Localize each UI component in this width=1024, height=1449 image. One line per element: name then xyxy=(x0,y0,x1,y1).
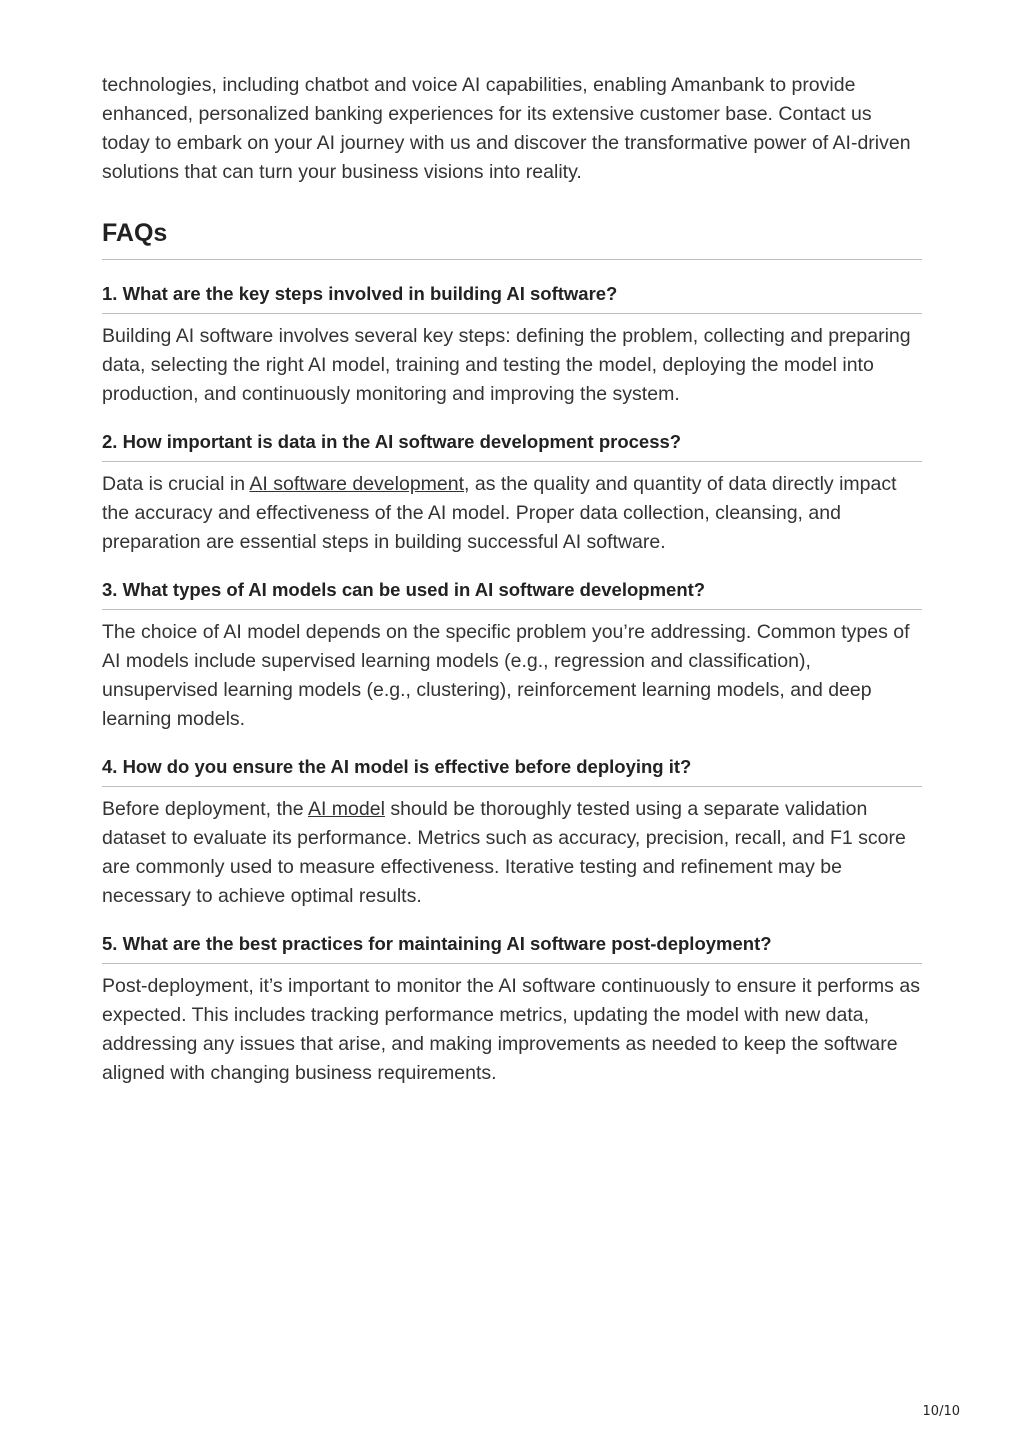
faq-answer: Post-deployment, it’s important to monitor the AI software continuously to ensure it performs as expected. This includes tracking performance metrics, updating the model with new data, addressing any issues that arise, and making improvements as needed to keep the software aligned with changing business requirements. xyxy=(102,975,920,1084)
faq-item-5 xyxy=(102,931,922,1088)
faq-question: 2. How important is data in the AI software development process? xyxy=(102,429,922,462)
faq-question: 1. What are the key steps involved in building AI software? xyxy=(102,281,922,314)
faq-question: 5. What are the best practices for maintaining AI software post-deployment? xyxy=(102,931,922,964)
faq-answer: Building AI software involves several key steps: defining the problem, collecting and preparing data, selecting the right AI model, training and testing the model, deploying the model into production, and continuously monitoring and improving the system. xyxy=(102,325,911,405)
faq-answer: The choice of AI model depends on the specific problem you’re addressing. Common types of AI models include supervised learning models (e.g., regression and classification), unsupervised learning models (e.g., clustering), reinforcement learning models, and deep learning models. xyxy=(102,621,910,730)
intro-paragraph: technologies, including chatbot and voice AI capabilities, enabling Amanbank to provide enhanced, personalized banking experiences for its extensive customer base. Contact us today to embark on your AI journey with us and discover the transformative power of AI-driven solutions that can turn your business visions into reality. xyxy=(102,74,911,183)
faq-question: 4. How do you ensure the AI model is effective before deploying it? xyxy=(102,754,922,787)
answer-text: , as the quality and quantity of data directly impact the accuracy and effectiveness of the AI model. Proper data collection, cleansing, and preparation are essential steps in building successful AI software. xyxy=(102,473,897,553)
faqs-heading: FAQs xyxy=(102,215,922,260)
faq-answer xyxy=(102,470,922,557)
page-number: 10/10 xyxy=(922,1404,960,1419)
ai-model-link[interactable]: AI model xyxy=(307,798,385,820)
faq-answer xyxy=(102,795,922,911)
faq-item-3 xyxy=(102,577,922,734)
answer-text: should be thoroughly tested using a separate validation dataset to evaluate its performance. Metrics such as accuracy, precision, recall, and F1 score are commonly used to measure effectiveness. Iterative testing and refinement may be necessary to achieve optimal results. xyxy=(102,798,906,907)
document-content xyxy=(102,71,922,1088)
faq-question: 3. What types of AI models can be used in AI software development? xyxy=(102,577,922,610)
answer-text: Data is crucial in xyxy=(102,473,250,495)
answer-text: Before deployment, the xyxy=(102,798,308,820)
ai-software-development-link[interactable]: AI software development xyxy=(249,473,465,495)
faq-item-2 xyxy=(102,429,922,557)
faq-item-4 xyxy=(102,754,922,911)
faq-item-1 xyxy=(102,281,922,409)
